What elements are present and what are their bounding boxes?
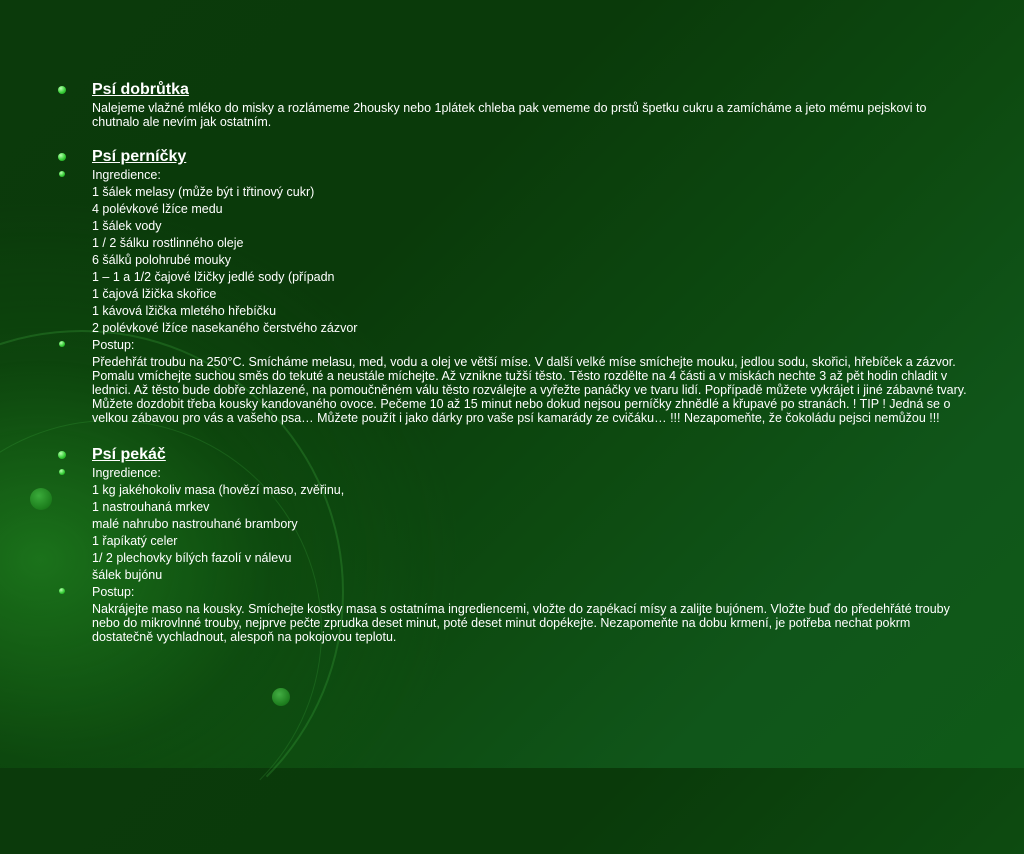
ingredients-label: Ingredience: (54, 167, 974, 184)
bullet-icon (58, 451, 66, 459)
background-orb (272, 688, 290, 706)
ingredient-item: 1 / 2 šálku rostlinného oleje (92, 236, 244, 250)
section-title: Psí dobrůtka (92, 81, 189, 98)
bullet-icon (59, 341, 65, 347)
ingredient-item: 1 kg jakéhokoliv masa (hovězí maso, zvěřinu, (92, 483, 345, 497)
section-heading (54, 80, 974, 100)
ingredient-item: 1 řapíkatý celer (92, 534, 178, 548)
ingredients-label: Ingredience: (54, 465, 974, 482)
ingredient-item: 1 šálek melasy (může být i třtinový cukr) (92, 185, 315, 199)
bullet-icon (59, 469, 65, 475)
procedure-text: Nakrájejte maso na kousky. Smíchejte kostky masa s ostatníma ingrediencemi, vložte do zapékací mísy a zalijte bujónem. Vložte buď do předehřáté trouby nebo do mikrovlnné trouby, nejprve pečte zprudka deset minut, poté deset minut dopékejte. Nezapomeňte na dobu krmení, je potřeba nechat pokrm dostatečně vychladnout, alespoň na pokojovou teplotu. (92, 602, 950, 644)
ingredient-item: 1 čajová lžička skořice (92, 287, 217, 301)
bullet-icon (59, 588, 65, 594)
ingredient-item: 6 šálků polohrubé mouky (92, 253, 231, 267)
procedure-label: Postup: (54, 337, 974, 354)
ingredient-item: šálek bujónu (92, 568, 163, 582)
section-title: Psí perníčky (92, 148, 187, 165)
ingredient-item: 2 polévkové lžíce nasekaného čerstvého zázvor (92, 321, 358, 335)
ingredient-item: malé nahrubo nastrouhané brambory (92, 517, 298, 531)
background-orb (30, 488, 52, 510)
ingredient-item: 1 nastrouhaná mrkev (92, 500, 210, 514)
procedure-text: Předehřát troubu na 250°C. Smícháme melasu, med, vodu a olej ve větší míse. V další velké míse smíchejte mouku, jedlou sodu, skořici, hřebíček a zázvor. Pomalu vmíchejte suchou směs do tekuté a neustále míchejte. Až vznikne tužší těsto. Těsto rozdělte na 4 části a v miskách nechte 3 až pět hodin chladit v lednici. Až těsto bude dobře zchlazené, na pomoučněném válu těsto rozválejte a vyřežte panáčky ve tvaru lidí. Popřípadě můžete vykrájet i jiné zábavné tvary. Můžete dozdobit třeba kousky kandovaného ovoce. Pečeme 10 až 15 minut nebo dokud nejsou perníčky zhnědlé a křupavé po stranách. ! TIP ! Jedná se o velkou zábavou pro vás a vašeho psa… Můžete použít i jako dárky pro vaše psí kamarády ze cvičáku… !!! Nezapomeňte, že čokoládu pejsci nemůžou !!! (92, 355, 967, 425)
section-title: Psí pekáč (92, 446, 166, 463)
ingredient-item: 1 šálek vody (92, 219, 162, 233)
slide-content (54, 80, 974, 644)
ingredient-item: 1 – 1 a 1/2 čajové lžičky jedlé sody (případn (92, 270, 335, 284)
bullet-icon (58, 86, 66, 94)
section-text: Nalejeme vlažné mléko do misky a rozlámeme 2housky nebo 1plátek chleba pak vememe do prstů špetku cukru a zamícháme a jeto mému pejskovi to chutnalo ale nevím jak ostatním. (92, 101, 927, 129)
bullet-icon (58, 153, 66, 161)
section-heading (54, 147, 974, 167)
section-heading (54, 445, 974, 465)
ingredient-item: 1 kávová lžička mletého hřebíčku (92, 304, 277, 318)
procedure-label: Postup: (54, 584, 974, 601)
ingredient-item: 1/ 2 plechovky bílých fazolí v nálevu (92, 551, 292, 565)
ingredient-item: 4 polévkové lžíce medu (92, 202, 223, 216)
bullet-icon (59, 171, 65, 177)
